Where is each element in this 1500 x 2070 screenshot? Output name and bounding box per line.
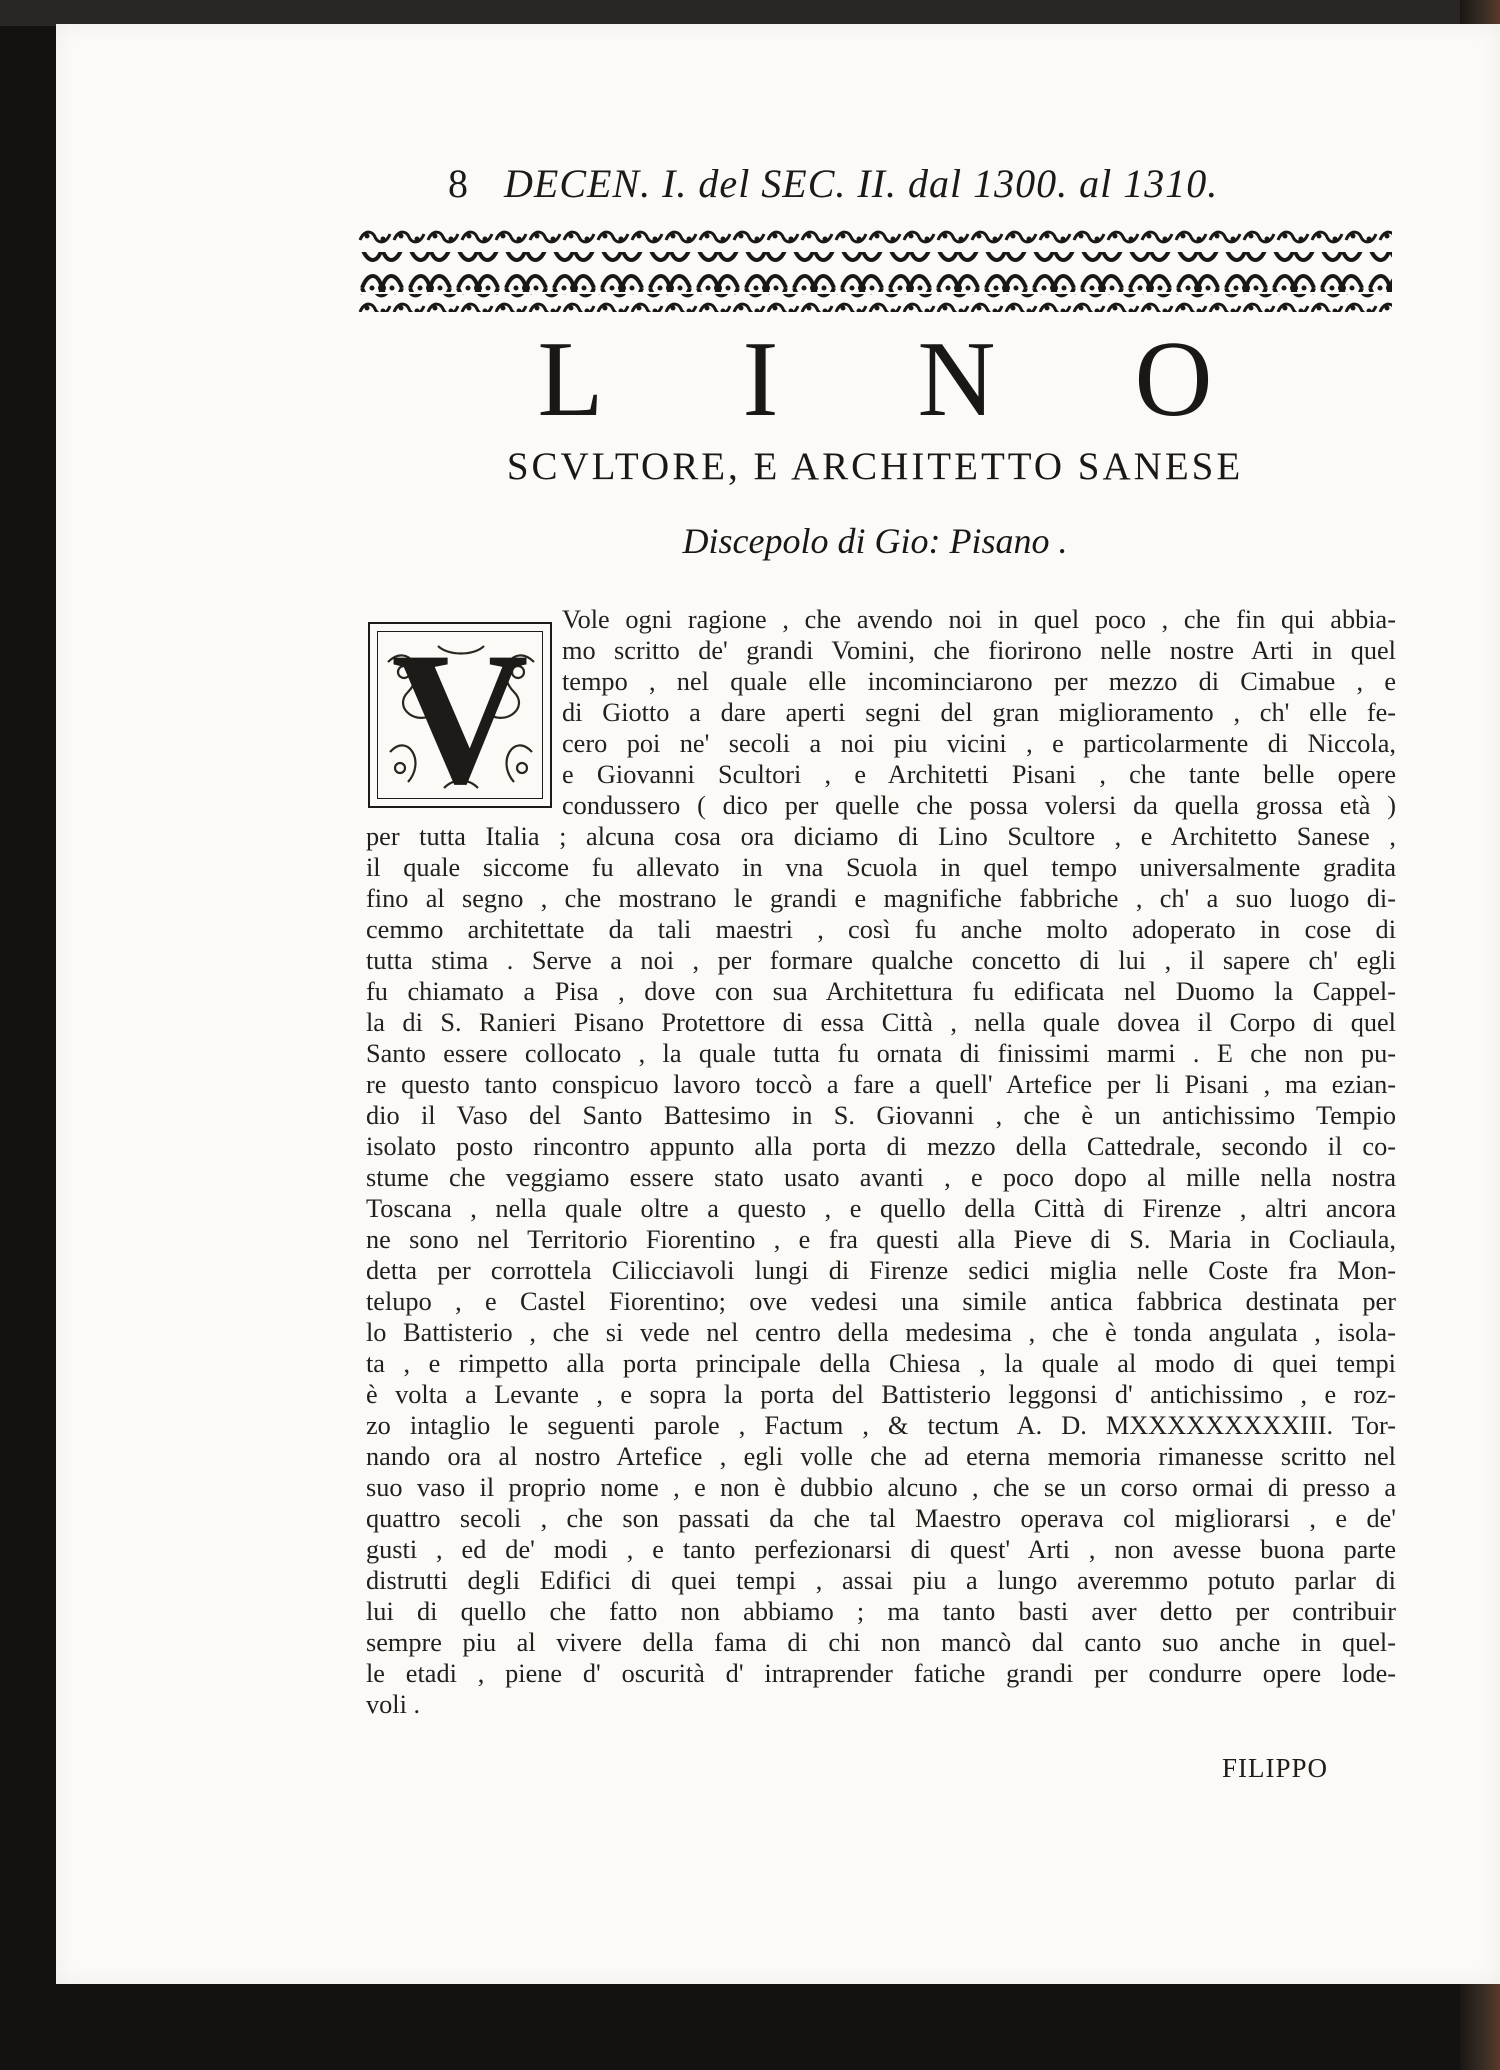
text-line: ta , e rimpetto alla porta principale della Chiesa , la quale al modo di quei tempi (366, 1349, 1396, 1378)
title-letter-4: O (1134, 320, 1213, 439)
text-line: quattro secoli , che son passati da che tal Maestro operava col migliorarsi , e de' (366, 1504, 1396, 1533)
text-line: il quale siccome fu allevato in vna Scuola in quel tempo universalmente gradita (366, 853, 1396, 882)
text-line: sempre piu al vivere della fama di chi non mancò dal canto suo anche in quel- (366, 1628, 1396, 1657)
disciple-line: Discepolo di Gio: Pisano . (682, 521, 1068, 561)
text-line: ne sono nel Territorio Fiorentino , e fra questi alla Pieve di S. Maria in Cocliaula, (366, 1225, 1396, 1254)
text-line: Toscana , nella quale oltre a questo , e quello della Città di Firenze , altri ancora (366, 1194, 1396, 1223)
running-title: DECEN. I. del SEC. II. dal 1300. al 1310. (504, 161, 1219, 206)
catchword: FILIPPO (1222, 1753, 1329, 1783)
text-line: zo intaglio le seguenti parole , Factum , & tectum A. D. MXXXXXXXXXIII. Tor- (366, 1411, 1396, 1440)
text-line: telupo , e Castel Fiorentino; ove vedesi una simile antica fabbrica destinata per (366, 1287, 1396, 1316)
drop-cap-letter: V (391, 631, 529, 799)
text-line: Vole ogni ragione , che avendo noi in quel poco , che fin qui abbia- (562, 605, 1396, 634)
text-line: distrutti degli Edifici di quei tempi , assai piu a lungo averemmo potuto parlar di (366, 1566, 1396, 1595)
text-line: isolato posto rincontro appunto alla porta di mezzo della Cattedrale, secondo il co- (366, 1132, 1396, 1161)
running-header (448, 160, 1248, 207)
text-line: re questo tanto conspicuo lavoro toccò a fare a quell' Artefice per li Pisani , ma ezian- (366, 1070, 1396, 1099)
text-line: voli . (366, 1690, 421, 1719)
text-line: di Giotto a dare aperti segni del gran miglioramento , ch' elle fe- (562, 698, 1396, 727)
text-line: lui di quello che fatto non abbiamo ; ma tanto basti aver detto per contribuir (366, 1597, 1396, 1626)
text-line: dio il Vaso del Santo Battesimo in S. Giovanni , che è un antichissimo Tempio (366, 1101, 1396, 1130)
text-line: cemmo architettate da tali maestri , così fu anche molto adoperato in cose di (366, 915, 1396, 944)
scan-border-top (0, 0, 1500, 26)
ornamental-band (358, 228, 1392, 314)
text-line: lo Battisterio , che si vede nel centro della medesima , che è tonda angulata , isola- (366, 1318, 1396, 1347)
text-line: nando ora al nostro Artefice , egli volle che ad eterna memoria rimanesse scritto nel (366, 1442, 1396, 1471)
text-line: le etadi , piene d' oscurità d' intraprender fatiche grandi per condurre opere lode- (366, 1659, 1396, 1688)
text-line: fino al segno , che mostrano le grandi e magnifiche fabbriche , ch' a suo luogo di- (366, 884, 1396, 913)
title-letter-2: I (742, 320, 779, 439)
text-line: detta per corrottela Cilicciavoli lungi di Firenze sedici miglia nelle Coste fra Mon- (366, 1256, 1396, 1285)
text-line: cero poi ne' secoli a noi piu vicini , e particolarmente di Niccola, (562, 729, 1396, 758)
text-line: e Giovanni Scultori , e Architetti Pisani , che tante belle opere (562, 760, 1396, 789)
text-line: condussero ( dico per quelle che possa volersi da quella grossa età ) (562, 791, 1396, 820)
text-line: mo scritto de' grandi Vomini, che fiorirono nelle nostre Arti in quel (562, 636, 1396, 665)
text-line: gusti , ed de' modi , e tanto perfezionarsi di quest' Arti , non avesse buona parte (366, 1535, 1396, 1564)
title-letter-3: N (917, 320, 996, 439)
body-text (366, 604, 1396, 1720)
text-line: la di S. Ranieri Pisano Protettore di essa Città , nella quale dovea il Corpo di quel (366, 1008, 1396, 1037)
text-line: tempo , nel quale elle incominciarono per mezzo di Cimabue , e (562, 667, 1396, 696)
page-number: 8 (448, 161, 469, 206)
text-line: suo vaso il proprio nome , e non è dubbio alcuno , che se un corso ormai di presso a (366, 1473, 1396, 1502)
text-line: Santo essere collocato , la quale tutta fu ornata di finissimi marmi . E che non pu- (366, 1039, 1396, 1068)
subtitle: SCVLTORE, E ARCHITETTO SANESE (506, 445, 1244, 488)
text-line: fu chiamato a Pisa , dove con sua Architettura fu edificata nel Duomo la Cappel- (366, 977, 1396, 1006)
main-title (358, 320, 1392, 440)
text-line: stume che veggiamo essere stato usato avanti , e poco dopo al mille nella nostra (366, 1163, 1396, 1192)
text-line: tutta stima . Serve a noi , per formare qualche concetto di lui , il sapere ch' egli (366, 946, 1396, 975)
text-line: è volta a Levante , e sopra la porta del Battisterio leggonsi d' antichissimo , e roz- (366, 1380, 1396, 1409)
text-line: per tutta Italia ; alcuna cosa ora diciamo di Lino Scultore , e Architetto Sanese , (366, 822, 1396, 851)
title-letter-1: L (537, 320, 604, 439)
